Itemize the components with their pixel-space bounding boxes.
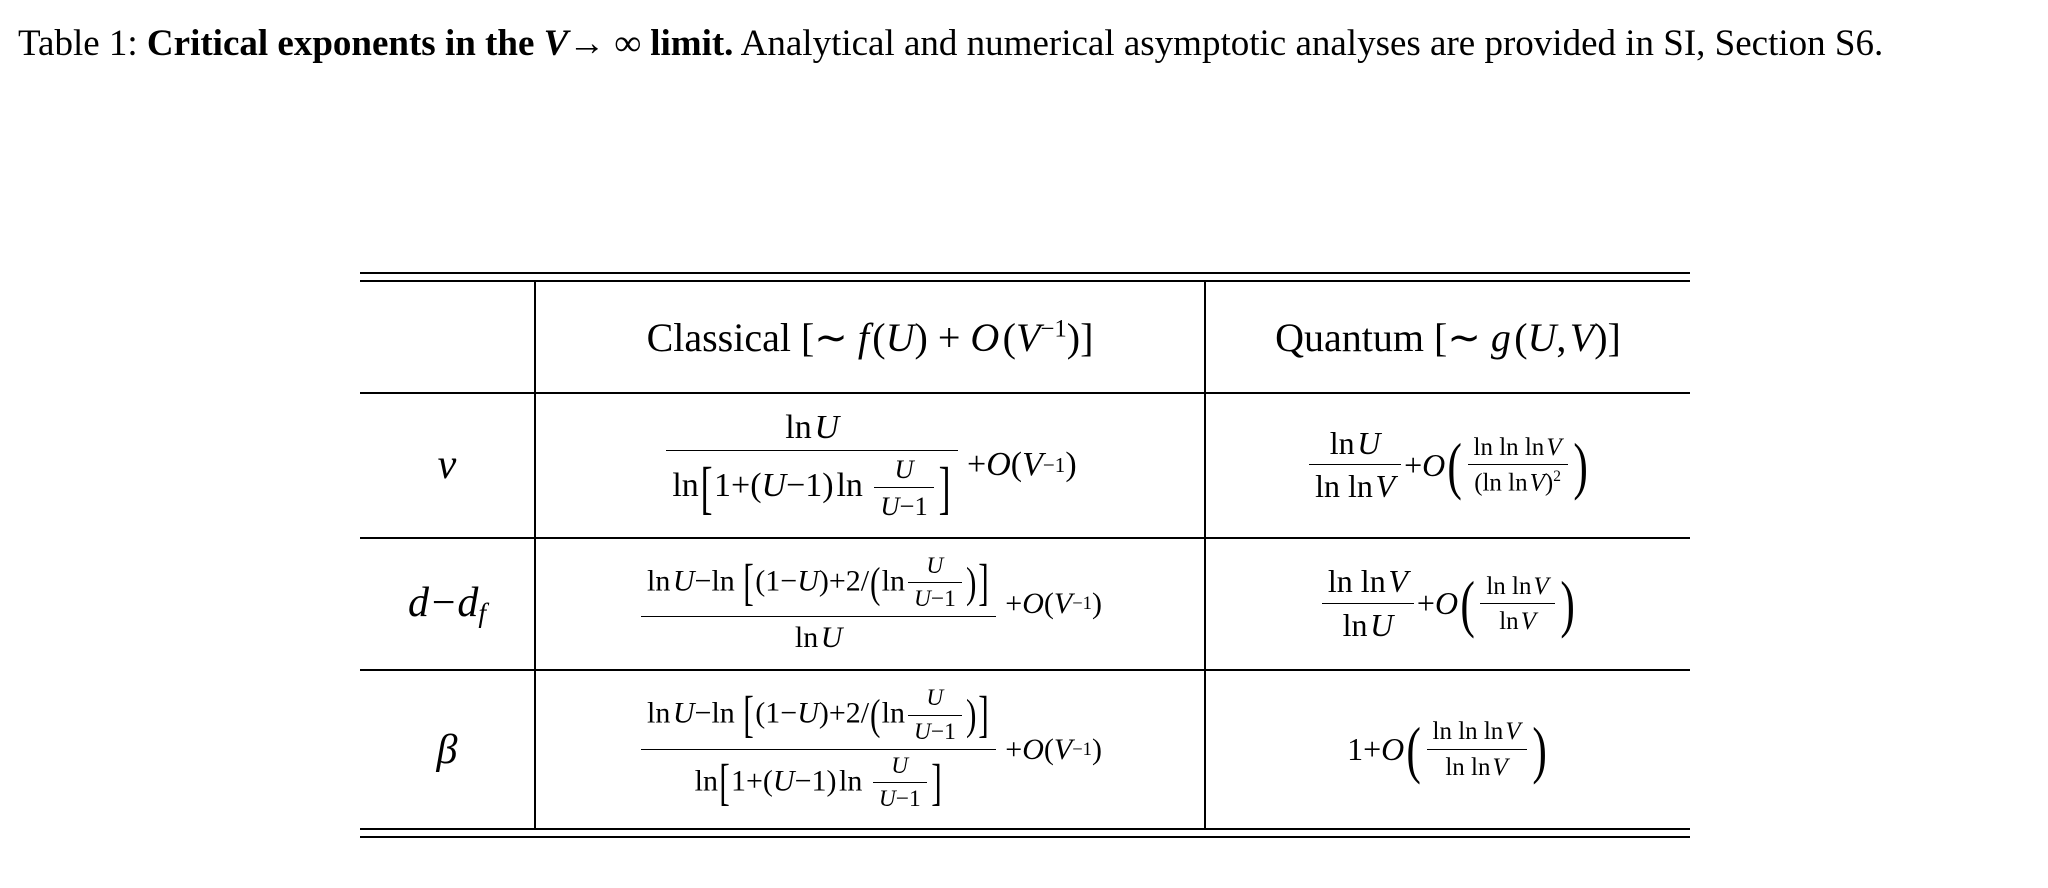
table-row xyxy=(360,538,1690,671)
cell-quantum-nu: $\frac{\text{ln U}}{\text{ln ln V}}$ + O ( $\frac{\text{ln ln ln V}}{(\ln \ln V)^2}$ ) xyxy=(1205,393,1690,538)
caption-body: Analytical and numerical asymptotic analyses are provided in SI, Section S6. xyxy=(740,23,1884,64)
caption-title: Critical exponents in the V→ ∞ limit. xyxy=(146,23,734,64)
table-top-double-rule xyxy=(360,273,1690,281)
rule-cell xyxy=(360,273,1690,281)
table-row xyxy=(360,670,1690,828)
caption-label: Table 1: xyxy=(18,23,138,64)
header-cell-quantum: Quantum [∼ g (U, V)] xyxy=(1205,281,1690,393)
rule-cell xyxy=(360,829,1690,837)
cell-classical-beta: ln U−ln [(1−U)+2/(ln $\frac{U}{U-1}$ )] ln[1+(U−1) ln $\frac{U}{U-1}$ ] + O ( V −1 ) xyxy=(535,670,1205,828)
table-caption xyxy=(18,8,2030,80)
table-element xyxy=(360,272,1690,838)
row-label-nu: ν xyxy=(360,393,535,538)
cell-classical-nu: ln U ln[1+(U−1) ln $\frac{U}{U-1}$ ] + O ( V −1 ) xyxy=(535,393,1205,538)
cell-quantum-d-minus-df: $\frac{\text{ln ln V}}{\text{ln U}}$ + O ( $\frac{\text{ln ln V}}{\text{ln V}}$ ) xyxy=(1205,538,1690,671)
cell-quantum-beta: 1+ O ( $\frac{\text{ln ln ln V}}{\text{ln ln V}}$ ) xyxy=(1205,670,1690,828)
table-header-row xyxy=(360,281,1690,393)
header-cell-classical: Classical [∼ f (U) + O $(V^{-1})$] xyxy=(535,281,1205,393)
table-row xyxy=(360,393,1690,538)
cell-classical-d-minus-df: ln U−ln [(1−U)+2/(ln $\frac{U}{U-1}$ )] ln U + O ( V −1 ) xyxy=(535,538,1205,671)
row-label-beta: β xyxy=(360,670,535,828)
critical-exponents-table xyxy=(360,272,1690,838)
table-bottom-double-rule xyxy=(360,829,1690,837)
row-label-d-minus-df: $d-d_f$ xyxy=(360,538,535,671)
header-cell-empty xyxy=(360,281,535,393)
